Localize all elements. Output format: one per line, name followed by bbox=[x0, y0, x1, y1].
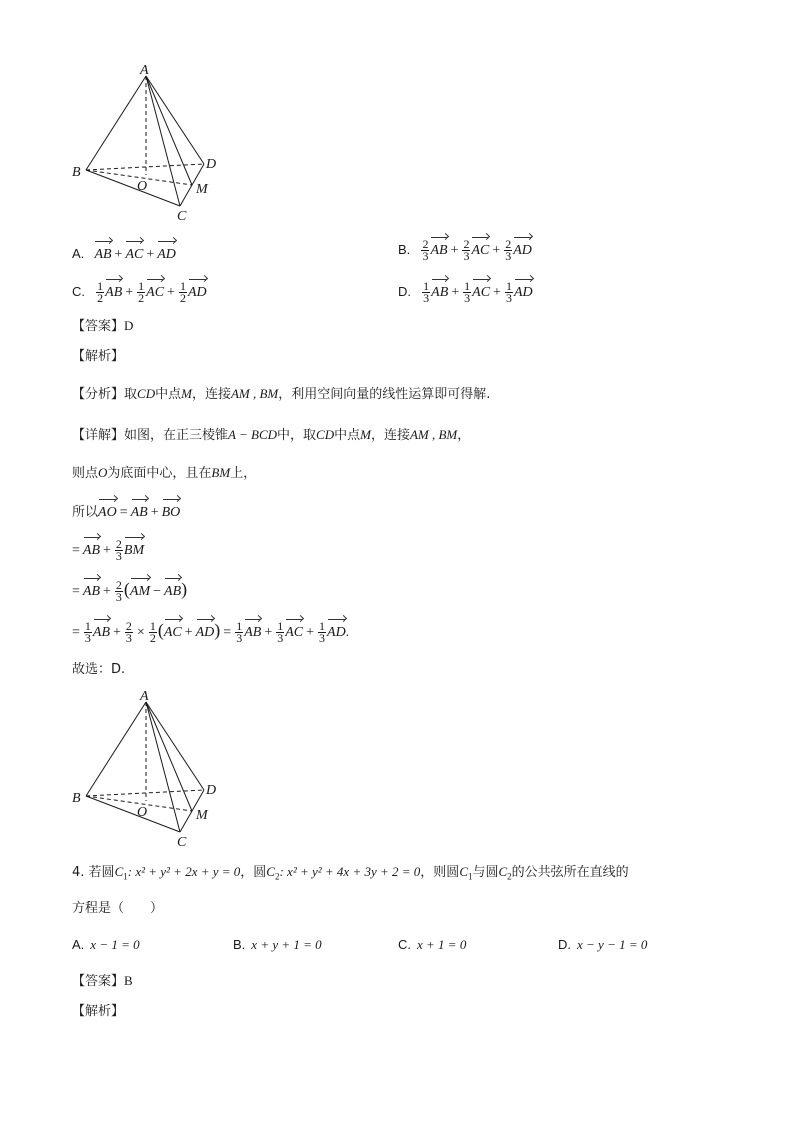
option-c-label: C. bbox=[72, 284, 85, 299]
edge-bd bbox=[86, 164, 204, 170]
vec-ad: AD bbox=[157, 238, 176, 265]
q4-option-d: D. x − y − 1 = 0 bbox=[558, 937, 648, 952]
guxuan-line: 故选：D. bbox=[72, 662, 126, 677]
xiangjie-line: 【详解】如图，在正三棱锥A − BCD中，取CD中点M，连接AM , BM， bbox=[72, 427, 471, 443]
step-2: = AB + $\frac{2}{3}$ BM bbox=[72, 534, 144, 562]
tetrahedron-figure-2 bbox=[70, 686, 230, 851]
answer-q3 bbox=[72, 316, 133, 337]
vec-ac: AC bbox=[125, 238, 143, 265]
label-b: B bbox=[72, 791, 81, 806]
label-o: O bbox=[137, 805, 148, 820]
label-d: D bbox=[206, 157, 217, 172]
analysis-tag-2: 【解析】 bbox=[72, 1004, 125, 1019]
edge-bc bbox=[86, 170, 180, 206]
label-m: M bbox=[196, 182, 208, 197]
label-a: A bbox=[140, 63, 149, 78]
q4-stem-line1: 4. 若圆$C_1$: x² + y² + 2x + y = 0，圆$C_2$: x² + y² + 4x + 3y + 2 = 0，则圆$C_1$与圆$C_2$的公共弦所在直线的 bbox=[72, 864, 629, 882]
edge-ab bbox=[86, 76, 146, 170]
edge-ac bbox=[146, 76, 180, 206]
answer-q4: 【答案】B bbox=[72, 973, 133, 989]
option-b: B. $\frac{2}{3}$ AB + $\frac{2}{3}$ AC + $\frac{2}{3}$ AD bbox=[398, 234, 532, 262]
label-b: B bbox=[72, 165, 81, 180]
label-d: D bbox=[206, 783, 217, 798]
option-a-label: A. bbox=[72, 246, 85, 261]
q4-option-a: A. x − 1 = 0 bbox=[72, 937, 140, 952]
vec-ab: AB bbox=[94, 238, 111, 265]
tetrahedron-figure-1 bbox=[70, 60, 230, 225]
q4-option-b: B. x + y + 1 = 0 bbox=[233, 937, 322, 952]
label-c: C bbox=[177, 835, 187, 850]
option-d: D. $\frac{1}{3}$ AB + $\frac{1}{3}$ AC + $\frac{1}{3}$ AD bbox=[398, 276, 533, 304]
analysis-tag: 【解析】 bbox=[72, 349, 125, 364]
fenxi-line: 【分析】取CD中点M，连接AM , BM，利用空间向量的线性运算即可得解. bbox=[72, 386, 491, 402]
label-c: C bbox=[177, 209, 187, 224]
option-b-label: B. bbox=[398, 242, 411, 257]
step-3: = AB + $\frac{2}{3}$ (AM − AB) bbox=[72, 575, 187, 603]
option-a: A. AB + AC + AD bbox=[72, 238, 176, 265]
step-1: 所以AO = AB + BO bbox=[72, 496, 180, 523]
edge-ad bbox=[146, 76, 204, 164]
label-o: O bbox=[137, 179, 148, 194]
q4-stem-line2: 方程是（ ） bbox=[72, 901, 164, 916]
option-d-label: D. bbox=[398, 284, 411, 299]
answer-tag: 【答案】 bbox=[72, 319, 125, 334]
center-line: 则点O为底面中心，且在BM上， bbox=[72, 465, 257, 481]
edge-am bbox=[146, 76, 192, 185]
option-c: C. $\frac{1}{2}$ AB + $\frac{1}{2}$ AC + $\frac{1}{2}$ AD bbox=[72, 276, 207, 304]
q4-option-c: C. x + 1 = 0 bbox=[398, 937, 467, 952]
answer-value: D bbox=[124, 318, 134, 333]
label-a: A bbox=[140, 689, 149, 704]
label-m: M bbox=[196, 808, 208, 823]
step-4: = $\frac{1}{3}$ AB + $\frac{2}{3}$ × $\frac{1}{2}$ (AC + AD) = $\frac{1}{3}$ AB + $\frac{1}{3}$ AC + $\frac{1}{3}$ AD. bbox=[72, 616, 349, 644]
